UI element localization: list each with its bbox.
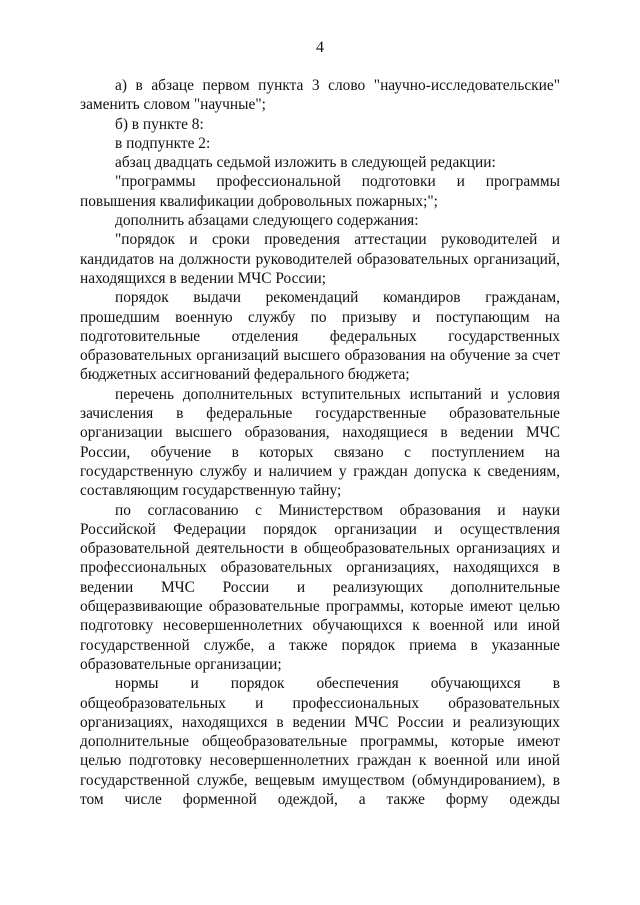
paragraph-add-abzacs: дополнить абзацами следующего содержания: (115, 212, 419, 230)
paragraph-amend-b: б) в пункте 8: (115, 115, 204, 133)
paragraph-27th-abzac: абзац двадцать седьмой изложить в следующей редакции: (115, 154, 496, 172)
paragraph-educational-activity: по согласованию с Министерством образования и науки Российской Федерации порядок организации и осуществления образовательной деятельности в общеобразовательных организациях и профессиональных образовательных организациях, находящихся в ведении МЧС России и реализующих дополнительные общеразвивающие образовательные программы, которые имеют целью подготовку несовершеннолетних обучающихся к военной или иной государственной службе, а также порядок приема в указанные образовательные организации; (80, 501, 560, 673)
paragraph-subclause-2: в подпункте 2: (115, 134, 211, 152)
paragraph-attestation: "порядок и сроки проведения аттестации руководителей и кандидатов на должности руководителей образовательных организаций, находящихся в ведении МЧС России; (80, 231, 560, 287)
paragraph-clothing-norms: нормы и порядок обеспечения обучающихся в общеобразовательных и профессиональных образовательных организациях, находящихся в ведении МЧС России и реализующих дополнительные общеобразовательные программы, которые имеют целью подготовку несовершеннолетних граждан к военной или иной государственной службе, вещевым имуществом (обмундированием), в том числе форменной одеждой, а также форму одежды (80, 675, 560, 808)
paragraph-recommendations: порядок выдачи рекомендаций командиров гражданам, прошедшим военную службу по призыву и поступающим на подготовительные отделения федеральных государственных образовательных организаций высшего образования на обучение за счет бюджетных ассигнований федерального бюджета; (80, 289, 560, 384)
paragraph-amend-a: а) в абзаце первом пункта 3 слово "научно-исследовательские" заменить словом "научные"; (80, 77, 560, 114)
paragraph-entrance-tests: перечень дополнительных вступительных испытаний и условия зачисления в федеральные государственные образовательные организации высшего образования, находящиеся в ведении МЧС России, обучение в которых связано с поступлением на государственную службу и наличием у граждан допуска к сведениям, составляющим государственную тайну; (80, 385, 560, 500)
page-number: 4 (316, 39, 324, 56)
document-body (80, 76, 560, 809)
paragraph-quoted-programs: "программы профессиональной подготовки и программы повышения квалификации добровольных пожарных;"; (80, 173, 560, 210)
